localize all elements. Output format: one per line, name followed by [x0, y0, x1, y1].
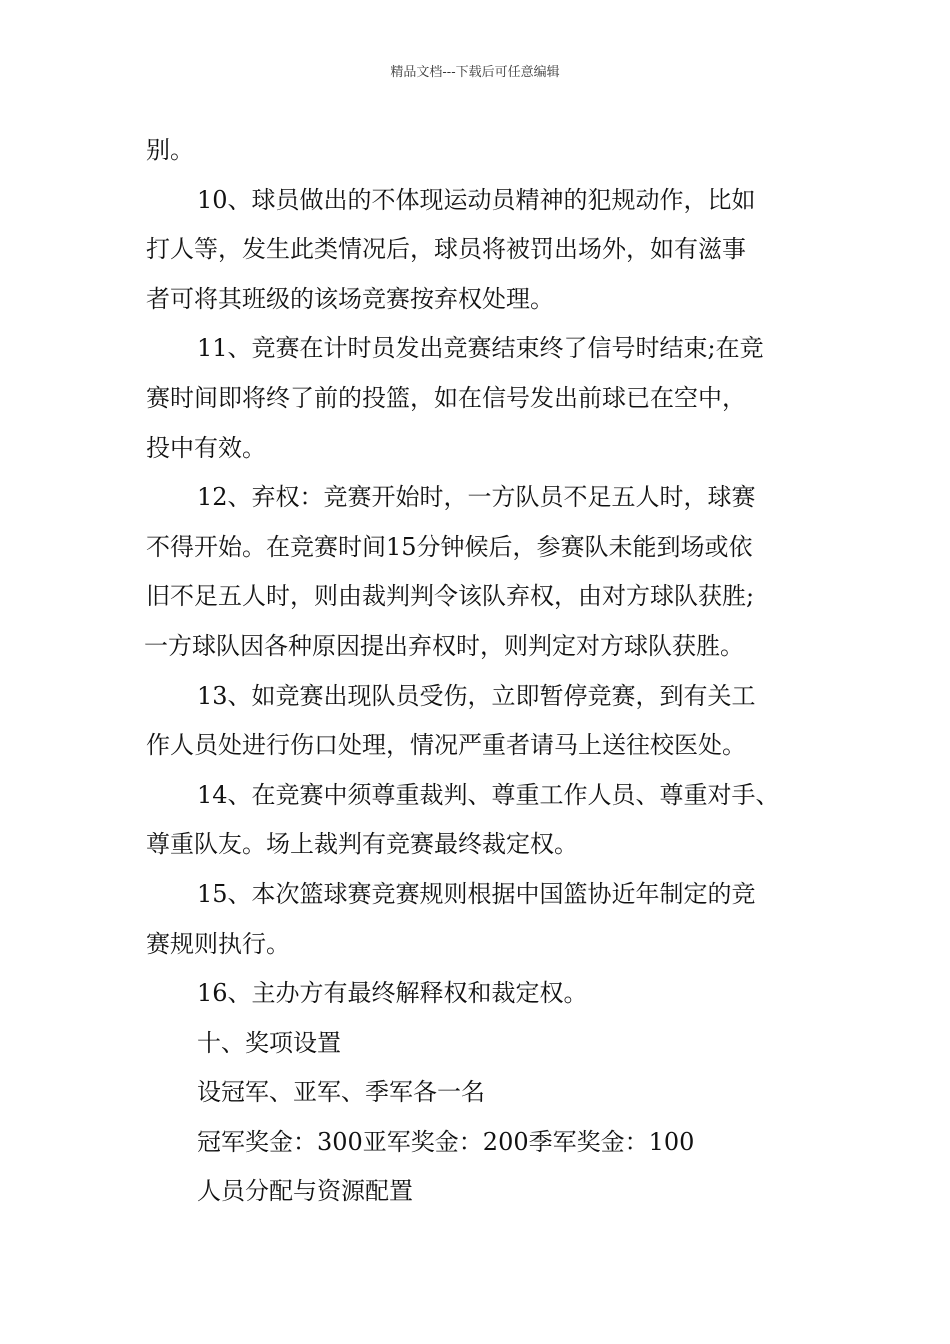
text-line-8: 12、弃权：竞赛开始时，一方队员不足五人时，球赛	[197, 483, 756, 512]
text-line-6: 赛时间即将终了前的投篮，如在信号发出前球已在空中，	[146, 383, 746, 412]
text-line-7: 投中有效。	[146, 433, 266, 462]
page-header: 精品文档---下载后可任意编辑	[390, 65, 560, 80]
text-line-12: 13、如竞赛出现队员受伤，立即暂停竞赛，到有关工	[197, 681, 756, 710]
text-line-21: 冠军奖金：300亚军奖金：200季军奖金：100	[197, 1127, 695, 1156]
text-line-4: 者可将其班级的该场竞赛按弃权处理。	[146, 284, 554, 313]
text-line-17: 赛规则执行。	[146, 929, 290, 958]
text-line-3: 打人等，发生此类情况后，球员将被罚出场外，如有滋事	[146, 235, 746, 264]
text-line-18: 16、主办方有最终解释权和裁定权。	[197, 979, 588, 1008]
text-line-22: 人员分配与资源配置	[197, 1177, 413, 1206]
text-line-14: 14、在竞赛中须尊重裁判、尊重工作人员、尊重对手、	[197, 780, 780, 809]
text-line-20: 设冠军、亚军、季军各一名	[197, 1078, 485, 1107]
text-line-15: 尊重队友。场上裁判有竞赛最终裁定权。	[146, 830, 578, 859]
document-body	[146, 126, 810, 1217]
text-line-9: 不得开始。在竞赛时间15分钟候后，参赛队未能到场或依	[146, 532, 753, 561]
text-line-16: 15、本次篮球赛竞赛规则根据中国篮协近年制定的竞	[197, 879, 756, 908]
text-line-10: 旧不足五人时，则由裁判判令该队弃权，由对方球队获胜;	[146, 582, 755, 611]
text-line-11: 一方球队因各种原因提出弃权时，则判定对方球队获胜。	[144, 631, 744, 660]
text-line-2: 10、球员做出的不体现运动员精神的犯规动作，比如	[197, 185, 756, 214]
text-line-13: 作人员处进行伤口处理，情况严重者请马上送往校医处。	[146, 731, 746, 760]
section-heading-awards: 十、奖项设置	[197, 1028, 341, 1057]
text-line-5: 11、竞赛在计时员发出竞赛结束终了信号时结束;在竞	[197, 334, 764, 363]
text-line-1: 别。	[146, 136, 194, 164]
